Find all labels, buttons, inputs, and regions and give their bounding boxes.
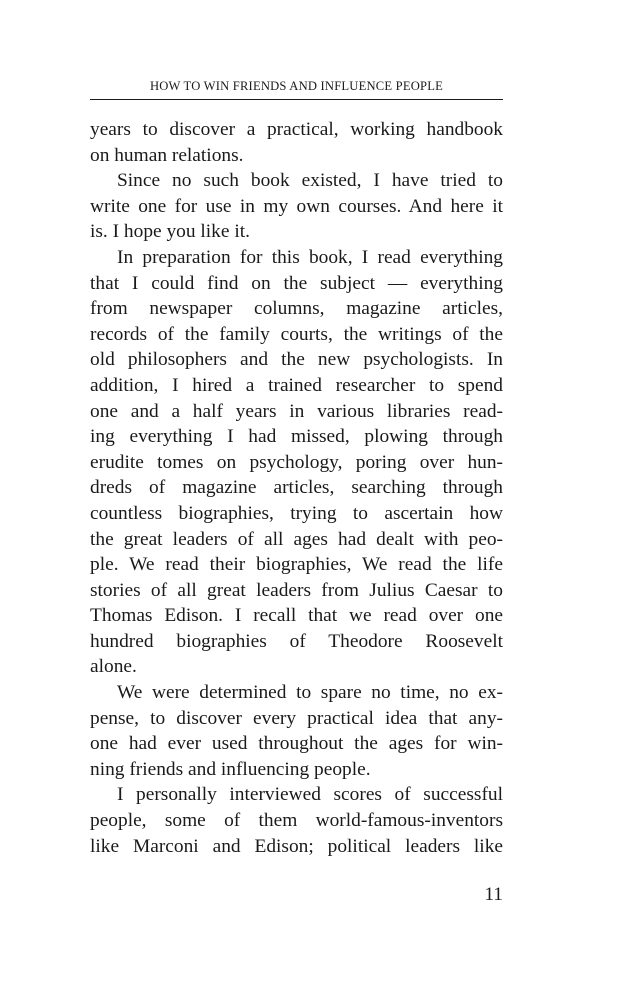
running-head: HOW TO WIN FRIENDS AND INFLUENCE PEOPLE bbox=[149, 79, 444, 93]
text-line: countless biographies, trying to ascertain how bbox=[90, 502, 503, 524]
text-line: erudite tomes on psychology, poring over hun- bbox=[90, 451, 503, 473]
text-line: is. I hope you like it. bbox=[90, 221, 250, 243]
text-line: records of the family courts, the writings of the bbox=[90, 323, 503, 345]
text-line: the great leaders of all ages had dealt with peo- bbox=[90, 528, 503, 550]
text-line: stories of all great leaders from Julius Caesar to bbox=[90, 579, 503, 601]
text-line: Since no such book existed, I have tried to bbox=[117, 170, 503, 192]
text-line: that I could find on the subject — everything bbox=[90, 272, 503, 294]
text-line: people, some of them world-famous-inventors bbox=[90, 810, 503, 832]
text-line: on human relations. bbox=[90, 144, 244, 166]
text-line: like Marconi and Edison; political leaders like bbox=[90, 835, 503, 857]
text-line: pense, to discover every practical idea that any- bbox=[90, 707, 503, 729]
text-line: from newspaper columns, magazine articles, bbox=[90, 298, 503, 320]
text-line: dreds of magazine articles, searching through bbox=[90, 477, 503, 499]
text-line: alone. bbox=[90, 656, 137, 678]
text-line: ing everything I had missed, plowing through bbox=[90, 426, 503, 448]
text-line: write one for use in my own courses. And here it bbox=[90, 195, 503, 217]
text-line: We were determined to spare no time, no ex- bbox=[117, 682, 503, 704]
text-line: one and a half years in various libraries read- bbox=[90, 400, 503, 422]
text-line: hundred biographies of Theodore Roosevelt bbox=[90, 630, 503, 652]
text-line: Thomas Edison. I recall that we read over one bbox=[90, 605, 503, 627]
page-number: 11 bbox=[484, 884, 503, 905]
text-line: years to discover a practical, working handbook bbox=[90, 119, 503, 140]
text-line: I personally interviewed scores of successful bbox=[117, 784, 503, 806]
header-rule bbox=[90, 99, 503, 100]
text-line: ning friends and influencing people. bbox=[90, 758, 371, 780]
text-line: In preparation for this book, I read everything bbox=[117, 246, 503, 268]
text-line: addition, I hired a trained researcher to spend bbox=[90, 374, 503, 396]
text-line: ple. We read their biographies, We read the life bbox=[90, 554, 503, 576]
text-line: old philosophers and the new psychologists. In bbox=[90, 349, 503, 371]
text-line: one had ever used throughout the ages for win- bbox=[90, 733, 503, 755]
body-text bbox=[90, 117, 503, 859]
